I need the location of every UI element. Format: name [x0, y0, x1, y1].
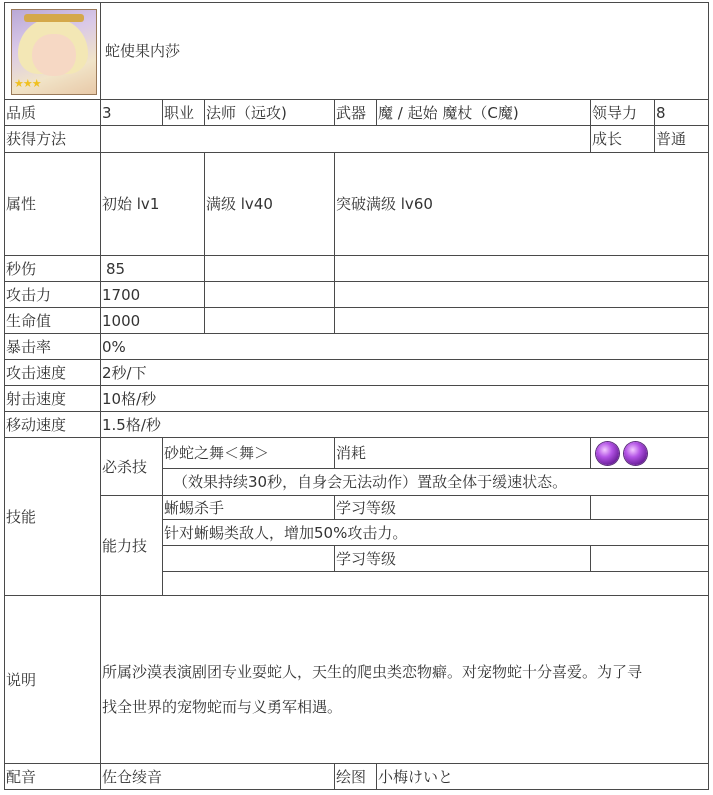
extra-stat-value: 10格/秒 [101, 386, 709, 412]
description-line: 所属沙漠表演剧团专业耍蛇人，天生的爬虫类恋物癖。对宠物蛇十分喜爱。为了寻 [102, 662, 643, 681]
ability-label: 能力技 [101, 496, 163, 596]
leadership-value: 8 [655, 100, 709, 126]
voice-actor: 佐仓绫音 [101, 764, 335, 790]
extra-stat-label: 攻击速度 [5, 360, 101, 386]
description-text [101, 596, 709, 764]
learn-level-label: 学习等级 [335, 496, 591, 520]
character-name: 蛇使果内莎 [101, 3, 709, 100]
stat-value-initial: 1700 [101, 282, 205, 308]
description-label: 说明 [5, 596, 101, 764]
magic-orb-icon [596, 442, 619, 465]
stat-value-limit-break [335, 256, 709, 282]
illustrator: 小梅けいと [377, 764, 709, 790]
ability-skill-name: 蜥蜴杀手 [163, 496, 335, 520]
extra-stat-label: 移动速度 [5, 412, 101, 438]
learn-level-label: 学习等级 [335, 546, 591, 572]
weapon-label: 武器 [335, 100, 377, 126]
portrait-cell [5, 3, 101, 100]
leadership-label: 领导力 [591, 100, 655, 126]
voice-label: 配音 [5, 764, 101, 790]
weapon-value: 魔 / 起始 魔杖（C魔) [377, 100, 591, 126]
ability-skill-description [163, 572, 709, 596]
extra-stat-value: 0% [101, 334, 709, 360]
stats-col-limit-break: 突破满级 lv60 [335, 153, 709, 256]
ability-skill-description: 针对蜥蜴类敌人，增加50%攻击力。 [163, 520, 709, 546]
skills-label: 技能 [5, 438, 101, 596]
stat-value-max [205, 256, 335, 282]
stat-value-limit-break [335, 308, 709, 334]
illustration-label: 绘图 [335, 764, 377, 790]
stats-col-initial: 初始 lv1 [101, 153, 205, 256]
stat-label: 生命值 [5, 308, 101, 334]
attributes-label: 属性 [5, 153, 101, 256]
magic-orb-icon [624, 442, 647, 465]
extra-stat-label: 射击速度 [5, 386, 101, 412]
stat-value-max [205, 308, 335, 334]
stats-col-max: 满级 lv40 [205, 153, 335, 256]
ultimate-label: 必杀技 [101, 438, 163, 496]
character-portrait [11, 9, 97, 95]
cost-icons [591, 438, 709, 469]
job-value: 法师（远攻) [205, 100, 335, 126]
ultimate-skill-description: （效果持续30秒，自身会无法动作）置敌全体于缓速状态。 [163, 469, 709, 496]
extra-stat-label: 暴击率 [5, 334, 101, 360]
obtain-label: 获得方法 [5, 126, 101, 153]
stat-value-initial: 1000 [101, 308, 205, 334]
job-label: 职业 [163, 100, 205, 126]
obtain-value [101, 126, 591, 153]
growth-value: 普通 [655, 126, 709, 153]
learn-level-value [591, 496, 709, 520]
ultimate-skill-name: 砂蛇之舞＜舞＞ [163, 438, 335, 469]
stat-value-initial: 85 [101, 256, 205, 282]
quality-value: 3 [101, 100, 163, 126]
stat-value-limit-break [335, 282, 709, 308]
quality-label: 品质 [5, 100, 101, 126]
extra-stat-value: 1.5格/秒 [101, 412, 709, 438]
cost-label: 消耗 [335, 438, 591, 469]
learn-level-value [591, 546, 709, 572]
character-info-table [4, 2, 709, 790]
extra-stat-value: 2秒/下 [101, 360, 709, 386]
ability-skill-name [163, 546, 335, 572]
stat-label: 秒伤 [5, 256, 101, 282]
rarity-stars: ★★★ [14, 77, 41, 90]
stat-value-max [205, 282, 335, 308]
stat-label: 攻击力 [5, 282, 101, 308]
description-line: 找全世界的宠物蛇而与义勇军相遇。 [102, 697, 343, 716]
growth-label: 成长 [591, 126, 655, 153]
